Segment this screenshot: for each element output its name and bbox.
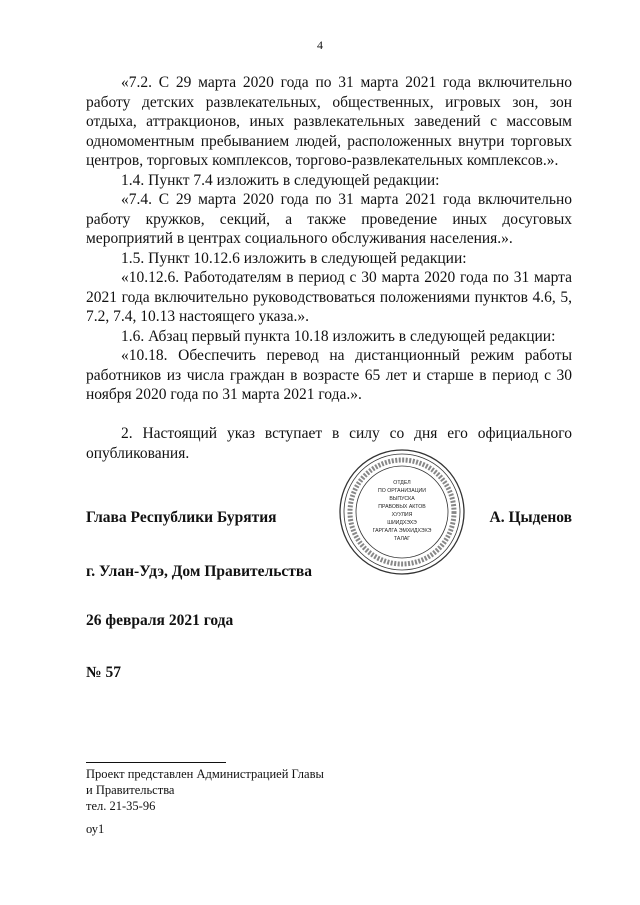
seal-line: ОТДЕЛ	[393, 480, 411, 486]
footnote-line: Проект представлен Администрацией Главы	[86, 767, 324, 781]
seal-line: ГАРГАЛГА ЭМХИДХЭХЭ	[372, 528, 432, 534]
seal-line: ШИИДХЭХЭ	[387, 520, 417, 526]
footnote	[86, 766, 324, 814]
seal-line: ХУУЛИЯ	[391, 512, 413, 518]
footnote-phone: тел. 21-35-96	[86, 799, 156, 813]
paragraph-10-18: «10.18. Обеспечить перевод на дистанционный режим работы работников из числа граждан в возрасте 65 лет и старше в период с 30 ноября 2020 года по 31 марта 2021 года.».	[86, 347, 572, 403]
signing-date: 26 февраля 2021 года	[86, 612, 234, 629]
document-code: оу1	[86, 822, 105, 836]
decree-number: № 57	[86, 664, 121, 681]
paragraph-1-4: 1.4. Пункт 7.4 изложить в следующей редакции:	[121, 171, 440, 189]
paragraph-7-2: «7.2. С 29 марта 2020 года по 31 марта 2021 года включительно работу детских развлекательных, общественных, игровых зон, зон отдыха, аттракционов, иных развлекательных заведений с массовым одномоментным пребыванием людей, расположенных внутри торговых центров, торговых комплексов, торгово-развлекательных комплексов.».	[86, 74, 572, 169]
footnote-line: и Правительства	[86, 783, 175, 797]
signing-place: г. Улан-Удэ, Дом Правительства	[86, 563, 313, 580]
seal-line: ПРАВОВЫХ АКТОВ	[378, 504, 426, 510]
official-seal	[338, 448, 466, 576]
footnote-divider	[86, 762, 226, 763]
seal-line: ТАЛАГ	[393, 536, 411, 542]
document-body	[86, 73, 572, 463]
seal-line: ВЫПУСКА	[389, 496, 415, 502]
signatory-position: Глава Республики Бурятия	[86, 509, 277, 526]
paragraph-10-12-6: «10.12.6. Работодателям в период с 30 марта 2020 года по 31 марта 2021 года включительно руководствоваться положениями пунктов 4.6, 5, 7.2, 7.4, 10.13 настоящего указа.».	[86, 269, 572, 325]
paragraph-1-5: 1.5. Пункт 10.12.6 изложить в следующей редакции:	[121, 249, 467, 267]
page-number: 4	[317, 38, 323, 52]
paragraph-2: 2. Настоящий указ вступает в силу со дня его официального опубликования.	[86, 425, 572, 462]
paragraph-1-6: 1.6. Абзац первый пункта 10.18 изложить в следующей редакции:	[121, 327, 556, 345]
seal-line: ПО ОРГАНИЗАЦИИ	[378, 488, 426, 494]
signatory-name: А. Цыденов	[489, 509, 572, 526]
paragraph-7-4: «7.4. С 29 марта 2020 года по 31 марта 2021 года включительно работу кружков, секций, а также проведение иных досуговых мероприятий в центрах социального обслуживания населения.».	[86, 191, 572, 247]
